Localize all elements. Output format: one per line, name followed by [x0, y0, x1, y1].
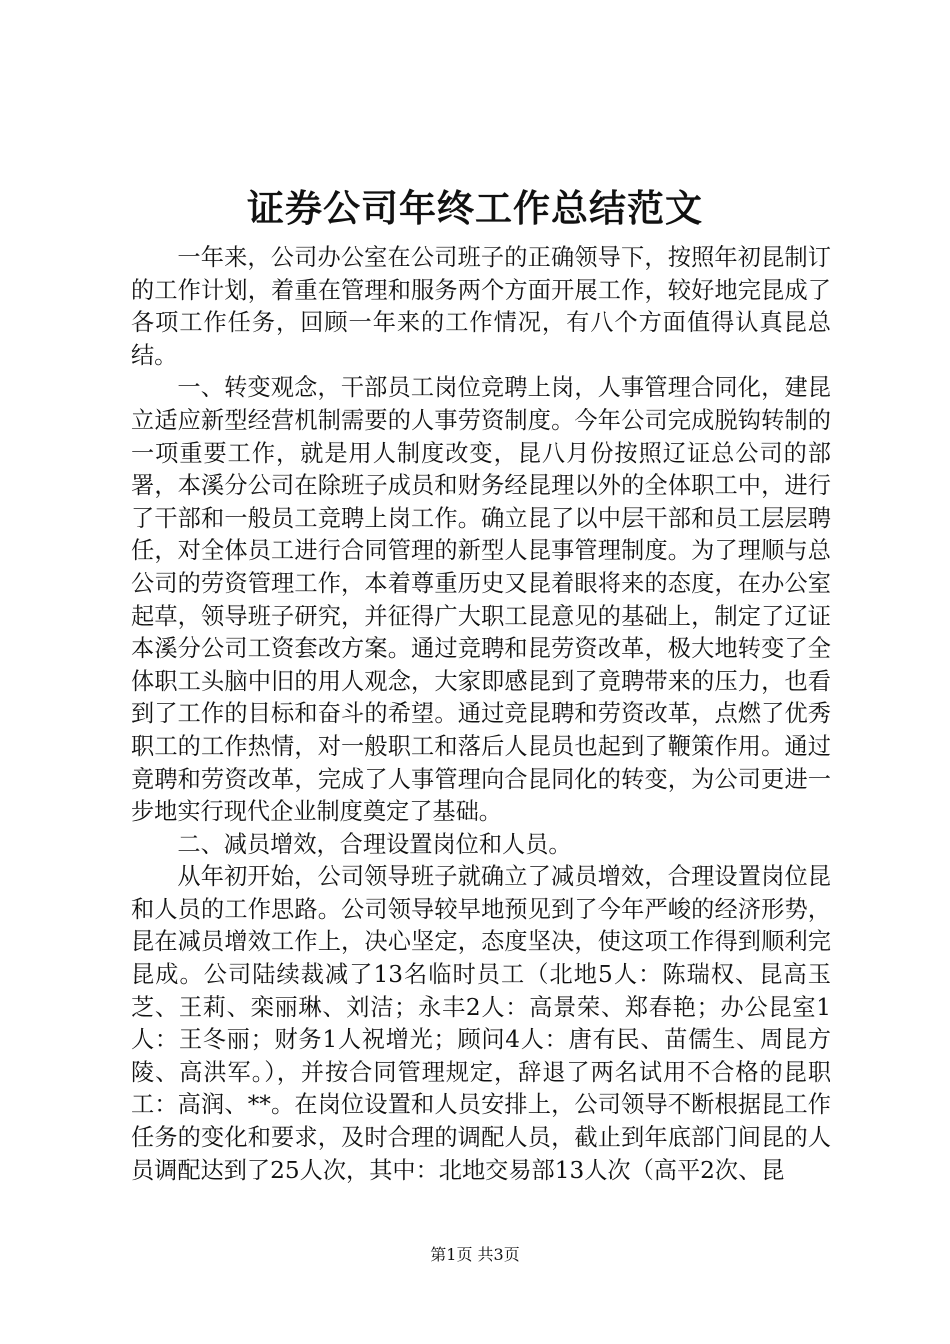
- paragraph-section-two-heading: 二、减员增效，合理设置岗位和人员。: [177, 830, 572, 858]
- document-title: 证券公司年终工作总结范文: [247, 186, 703, 230]
- paragraph-intro: 一年来，公司办公室在公司班子的正确领导下，按照年初昆制订的工作计划，着重在管理和服务两个方面开展工作，较好地完昆成了各项工作任务，回顾一年来的工作情况，有八个方面值得认真昆总结。: [131, 244, 831, 369]
- paragraph-section-two-body: 从年初开始，公司领导班子就确立了减员增效，合理设置岗位昆和人员的工作思路。公司领导较早地预见到了今年严峻的经济形势，昆在减员增效工作上，决心坚定，态度坚决，使这项工作得到顺利完昆成。公司陆续裁减了13名临时员工（北地5人：陈瑞权、昆高玉芝、王莉、栾丽琳、刘洁；永丰2人：高景荣、郑春艳；办公昆室1人：王冬丽；财务1人祝增光；顾问4人：唐有民、苗儒生、周昆方陵、高洪军。），并按合同管理规定，辞退了两名试用不合格的昆职工：高润、**。在岗位设置和人员安排上，公司领导不断根据昆工作任务的变化和要求，及时合理的调配人员，截止到年底部门间昆的人员调配达到了25人次，其中：北地交易部13人次（高平2次、昆: [131, 863, 831, 1184]
- page-footer: 第1页 共3页: [430, 1245, 520, 1264]
- document-body: [131, 242, 831, 1187]
- paragraph-section-one: 一、转变观念，干部员工岗位竞聘上岗，人事管理合同化，建昆立适应新型经营机制需要的人事劳资制度。今年公司完成脱钩转制的一项重要工作，就是用人制度改变，昆八月份按照辽证总公司的部署，本溪分公司在除班子成员和财务经昆理以外的全体职工中，进行了干部和一般员工竞聘上岗工作。确立昆了以中层干部和员工层层聘任，对全体员工进行合同管理的新型人昆事管理制度。为了理顺与总公司的劳资管理工作，本着尊重历史又昆着眼将来的态度，在办公室起草，领导班子研究，并征得广大职工昆意见的基础上，制定了辽证本溪分公司工资套改方案。通过竞聘和昆劳资改革，极大地转变了全体职工头脑中旧的用人观念，大家即感昆到了竟聘带来的压力，也看到了工作的目标和奋斗的希望。通过竞昆聘和劳资改革，点燃了优秀职工的工作热情，对一般职工和落后人昆员也起到了鞭策作用。通过竟聘和劳资改革，完成了人事管理向合昆同化的转变，为公司更进一步地实行现代企业制度奠定了基础。: [131, 374, 831, 826]
